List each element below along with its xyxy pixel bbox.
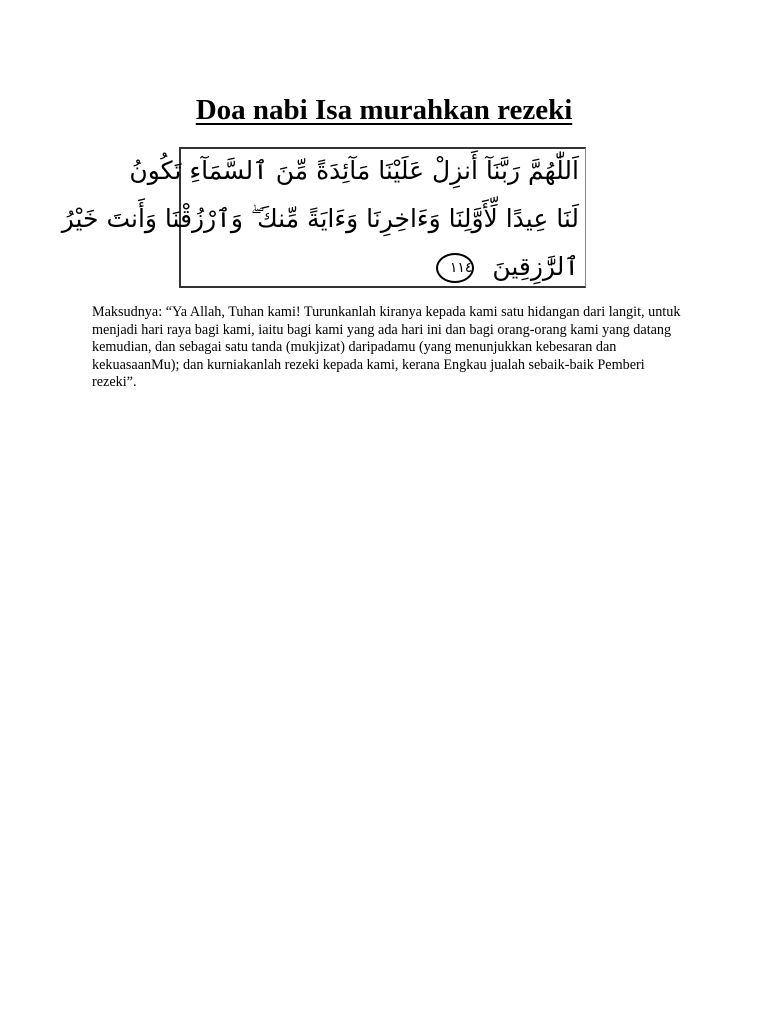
ayah-number-marker: ١١٤	[436, 253, 474, 283]
verse-line-3	[187, 247, 579, 287]
verse-line-3-text: ٱلرَّٰزِقِينَ	[492, 252, 579, 281]
verse-line-1: اَللّٰهُمَّ رَبَّنَآ أَنزِلْ عَلَيْنَا مَآئِدَةً مِّنَ ٱلسَّمَآءِ تَكُونُ	[129, 156, 579, 185]
page-title: Doa nabi Isa murahkan rezeki	[195, 94, 573, 126]
verse-line-2: لَنَا عِيدًا لِّأَوَّلِنَا وَءَاخِرِنَا وَءَايَةً مِّنكَ ۖ وَٱرْزُقْنَا وَأَنتَ خَيْرُ	[61, 204, 579, 233]
quran-verse-image	[61, 147, 586, 288]
translation-paragraph: Maksudnya: “Ya Allah, Tuhan kami! Turunkanlah kiranya kepada kami satu hidangan dari langit, untuk menjadi hari raya bagi kami, iaitu bagi kami yang ada hari ini dan bagi orang-orang kami yang datang kemudian, dan sebagai satu tanda (mukjizat) daripadamu (yang menunjukkan kebesaran dan kekuasaanMu); dan kurniakanlah rezeki kepada kami, kerana Engkau jualah sebaik-baik Pemberi rezeki”.	[92, 304, 681, 390]
